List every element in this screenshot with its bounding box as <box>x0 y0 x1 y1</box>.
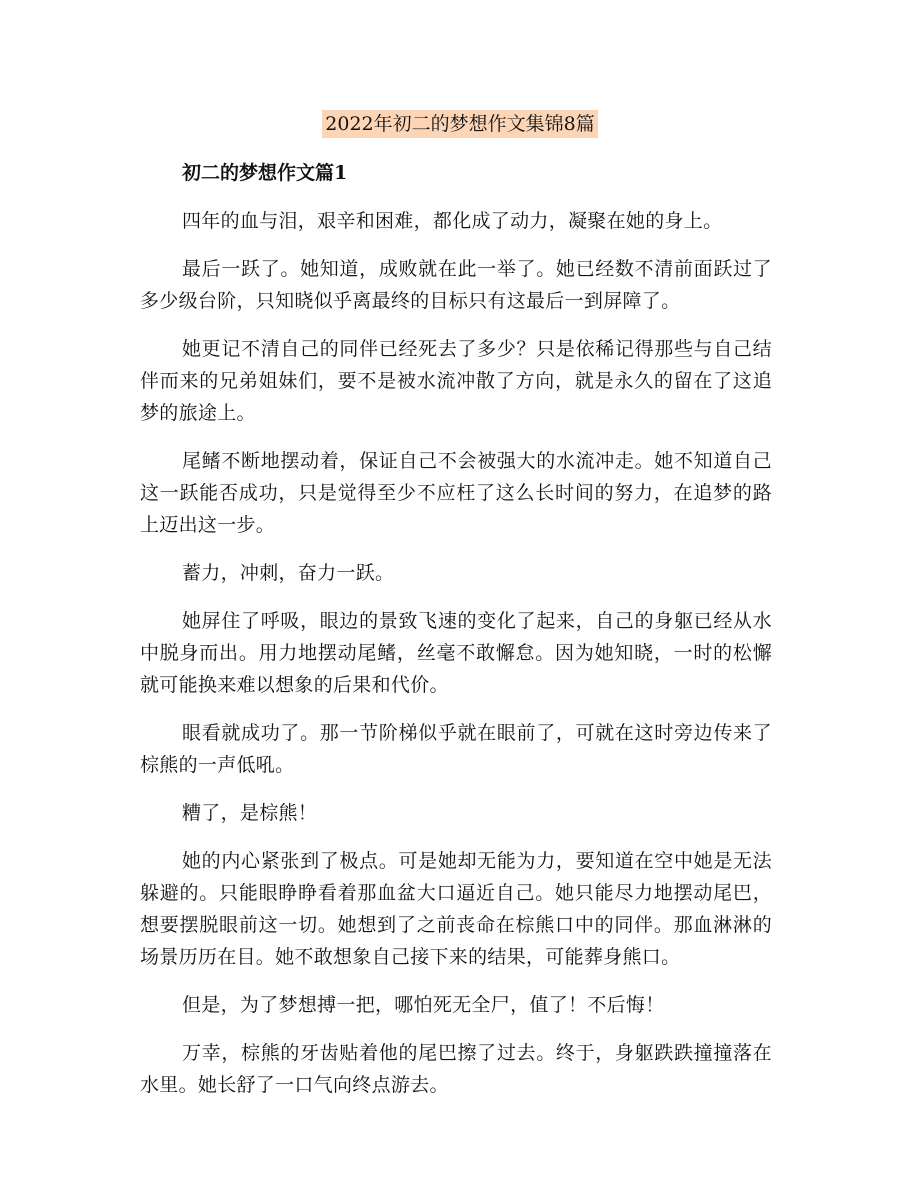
paragraph: 最后一跃了。她知道，成败就在此一举了。她已经数不清前面跃过了多少级台阶，只知晓似乎离最终的目标只有这最后一到屏障了。 <box>140 258 772 312</box>
section-heading: 初二的梦想作文篇1 <box>182 162 348 184</box>
document-title: 2022年初二的梦想作文集锦8篇 <box>322 110 597 138</box>
title-container <box>0 110 920 138</box>
paragraph: 尾鳍不断地摆动着，保证自己不会被强大的水流冲走。她不知道自己这一跃能否成功，只是觉得至少不应枉了这么长时间的努力，在追梦的路上迈出这一步。 <box>140 450 772 536</box>
paragraph: 四年的血与泪，艰辛和困难，都化成了动力，凝聚在她的身上。 <box>182 210 723 232</box>
essay-body <box>140 205 772 1117</box>
paragraph: 她屏住了呼吸，眼边的景致飞速的变化了起来，自己的身躯已经从水中脱身而出。用力地摆动尾鳍，丝毫不敢懈怠。因为她知晓，一时的松懈就可能换来难以想象的后果和代价。 <box>140 610 772 696</box>
paragraph: 她更记不清自己的同伴已经死去了多少？只是依稀记得那些与自己结伴而来的兄弟姐妹们，要不是被水流冲散了方向，就是永久的留在了这追梦的旅途上。 <box>140 338 772 424</box>
paragraph: 万幸，棕熊的牙齿贴着他的尾巴擦了过去。终于，身躯跌跌撞撞落在水里。她长舒了一口气向终点游去。 <box>140 1042 772 1096</box>
paragraph: 她的内心紧张到了极点。可是她却无能为力，要知道在空中她是无法躲避的。只能眼睁睁看着那血盆大口逼近自己。她只能尽力地摆动尾巴，想要摆脱眼前这一切。她想到了之前丧命在棕熊口中的同伴。那血淋淋的场景历历在目。她不敢想象自己接下来的结果，可能葬身熊口。 <box>140 850 772 968</box>
paragraph: 眼看就成功了。那一节阶梯似乎就在眼前了，可就在这时旁边传来了棕熊的一声低吼。 <box>140 722 772 776</box>
paragraph: 蓄力，冲刺，奋力一跃。 <box>182 562 395 584</box>
paragraph: 但是，为了梦想搏一把，哪怕死无全尸，值了！不后悔！ <box>182 994 665 1016</box>
paragraph: 糟了，是棕熊！ <box>182 802 318 824</box>
